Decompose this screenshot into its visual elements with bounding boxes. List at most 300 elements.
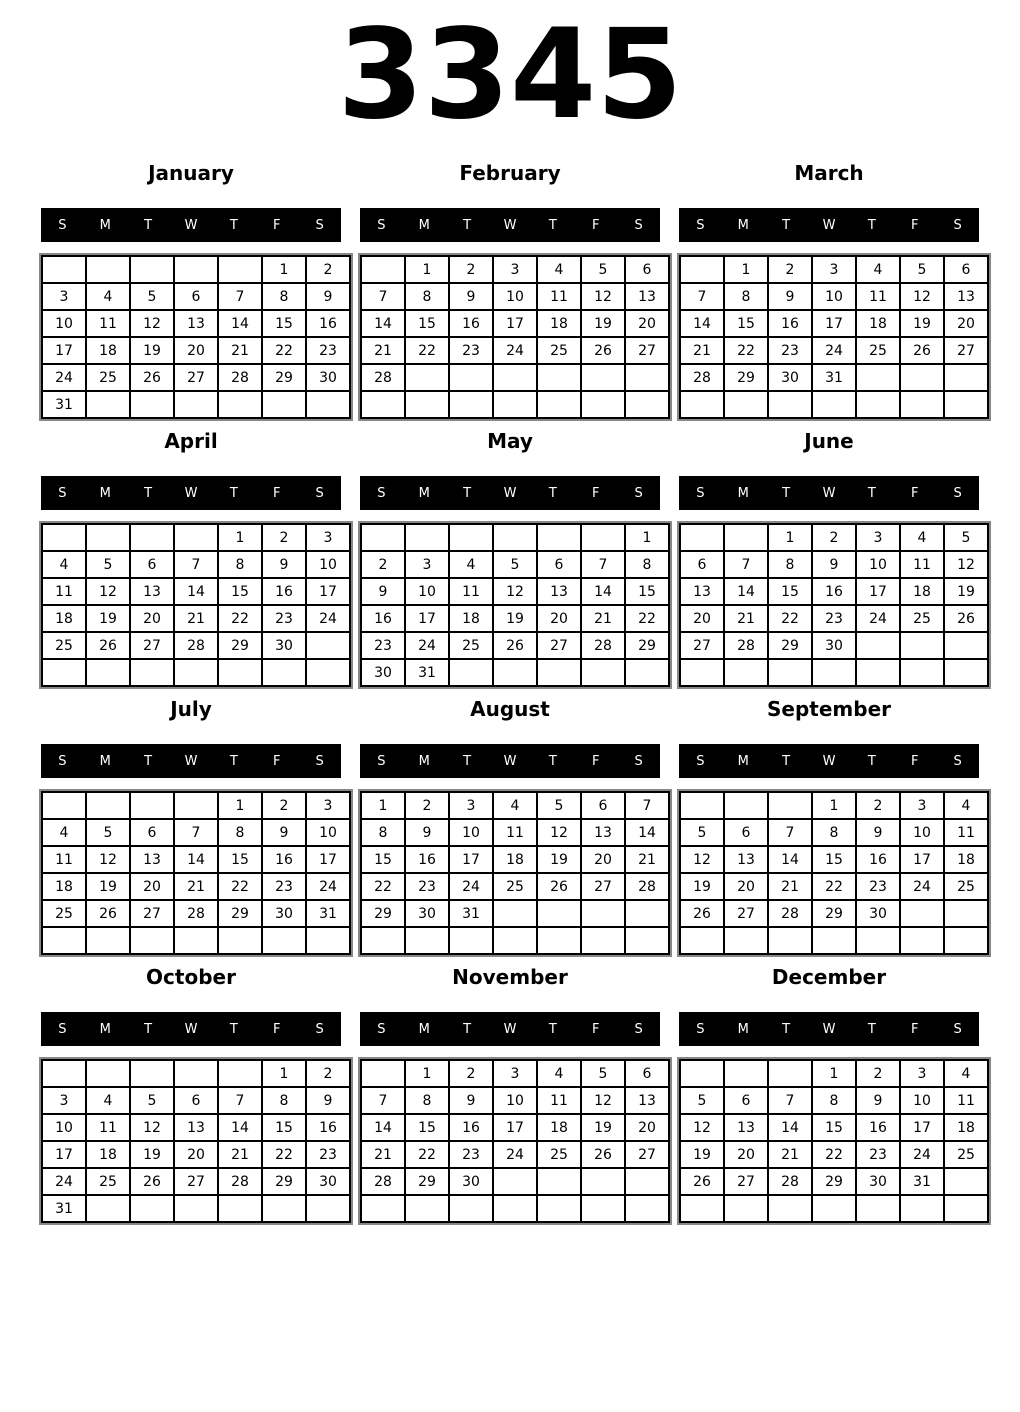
day-cell: 11	[944, 819, 988, 846]
week-row	[680, 900, 988, 927]
empty-day-cell	[856, 632, 900, 659]
day-cell: 26	[86, 900, 130, 927]
day-cell: 26	[130, 1168, 174, 1195]
week-row	[680, 364, 988, 391]
day-cell: 10	[306, 819, 350, 846]
day-cell: 27	[174, 364, 218, 391]
weekday-label: S	[377, 1021, 386, 1037]
day-cell: 19	[900, 310, 944, 337]
empty-day-cell	[42, 927, 86, 954]
empty-day-cell	[86, 524, 130, 551]
weekday-label: T	[144, 753, 153, 769]
week-row	[42, 792, 350, 819]
day-cell: 12	[900, 283, 944, 310]
weekday-label: W	[503, 217, 517, 233]
day-cell: 7	[174, 819, 218, 846]
month-may	[360, 428, 660, 687]
day-cell: 17	[306, 578, 350, 605]
empty-day-cell	[944, 900, 988, 927]
empty-day-cell	[493, 659, 537, 686]
empty-day-cell	[405, 391, 449, 418]
weekday-header-bar	[679, 476, 979, 510]
week-row	[680, 310, 988, 337]
day-cell: 15	[405, 1114, 449, 1141]
day-cell: 30	[306, 364, 350, 391]
empty-day-cell	[174, 792, 218, 819]
week-row	[42, 927, 350, 954]
weekday-label: T	[144, 1021, 153, 1037]
week-row	[680, 337, 988, 364]
day-cell: 8	[218, 819, 262, 846]
day-cell: 26	[86, 632, 130, 659]
day-cell: 22	[262, 337, 306, 364]
week-row	[361, 792, 669, 819]
day-cell: 31	[42, 391, 86, 418]
day-cell: 15	[724, 310, 768, 337]
empty-day-cell	[42, 256, 86, 283]
day-cell: 29	[724, 364, 768, 391]
day-cell: 26	[537, 873, 581, 900]
day-cell: 7	[218, 283, 262, 310]
day-cell: 18	[86, 1141, 130, 1168]
day-cell: 5	[680, 1087, 724, 1114]
empty-day-cell	[86, 1195, 130, 1222]
weekday-label: F	[910, 1021, 919, 1037]
weekday-label: S	[634, 753, 643, 769]
day-cell: 22	[812, 873, 856, 900]
weekday-label: M	[99, 753, 111, 769]
month-days-table	[360, 255, 670, 419]
week-row	[680, 578, 988, 605]
month-days-table	[679, 1059, 989, 1223]
weekday-label: T	[782, 217, 791, 233]
empty-day-cell	[361, 927, 405, 954]
day-cell: 2	[812, 524, 856, 551]
weekday-label: M	[737, 217, 749, 233]
empty-day-cell	[86, 1060, 130, 1087]
week-row	[42, 1195, 350, 1222]
weekday-label: S	[953, 1021, 962, 1037]
weekday-label: T	[144, 485, 153, 501]
day-cell: 13	[724, 846, 768, 873]
month-october	[41, 964, 341, 1223]
empty-day-cell	[856, 927, 900, 954]
empty-day-cell	[42, 1060, 86, 1087]
day-cell: 26	[581, 1141, 625, 1168]
day-cell: 23	[812, 605, 856, 632]
weekday-label: S	[696, 1021, 705, 1037]
day-cell: 31	[306, 900, 350, 927]
day-cell: 22	[768, 605, 812, 632]
day-cell: 7	[724, 551, 768, 578]
day-cell: 26	[130, 364, 174, 391]
empty-day-cell	[493, 391, 537, 418]
month-july	[41, 696, 341, 955]
empty-day-cell	[174, 1060, 218, 1087]
weekday-header-bar	[41, 1012, 341, 1046]
day-cell: 13	[174, 310, 218, 337]
weekday-label: S	[953, 485, 962, 501]
empty-day-cell	[625, 900, 669, 927]
empty-day-cell	[262, 659, 306, 686]
day-cell: 11	[856, 283, 900, 310]
day-cell: 7	[174, 551, 218, 578]
day-cell: 24	[405, 632, 449, 659]
day-cell: 22	[724, 337, 768, 364]
weekday-label: M	[418, 753, 430, 769]
week-row	[42, 900, 350, 927]
empty-day-cell	[86, 792, 130, 819]
day-cell: 9	[449, 283, 493, 310]
day-cell: 10	[449, 819, 493, 846]
empty-day-cell	[405, 524, 449, 551]
month-days-table	[41, 255, 351, 419]
week-row	[361, 873, 669, 900]
empty-day-cell	[856, 1195, 900, 1222]
day-cell: 1	[262, 1060, 306, 1087]
week-row	[680, 1141, 988, 1168]
day-cell: 30	[262, 632, 306, 659]
day-cell: 29	[262, 1168, 306, 1195]
empty-day-cell	[900, 900, 944, 927]
day-cell: 3	[900, 1060, 944, 1087]
day-cell: 1	[405, 256, 449, 283]
day-cell: 11	[537, 1087, 581, 1114]
week-row	[361, 927, 669, 954]
day-cell: 14	[174, 846, 218, 873]
day-cell: 4	[86, 1087, 130, 1114]
day-cell: 9	[768, 283, 812, 310]
empty-day-cell	[768, 1060, 812, 1087]
day-cell: 20	[174, 337, 218, 364]
weekday-label: S	[634, 485, 643, 501]
day-cell: 2	[262, 792, 306, 819]
day-cell: 23	[306, 1141, 350, 1168]
day-cell: 26	[944, 605, 988, 632]
day-cell: 16	[449, 1114, 493, 1141]
day-cell: 31	[812, 364, 856, 391]
month-name: October	[146, 965, 236, 989]
day-cell: 4	[537, 1060, 581, 1087]
day-cell: 3	[449, 792, 493, 819]
day-cell: 22	[625, 605, 669, 632]
empty-day-cell	[768, 391, 812, 418]
weekday-label: S	[315, 1021, 324, 1037]
empty-day-cell	[174, 391, 218, 418]
day-cell: 5	[130, 283, 174, 310]
day-cell: 25	[42, 900, 86, 927]
month-december	[679, 964, 979, 1223]
day-cell: 4	[944, 792, 988, 819]
week-row	[680, 659, 988, 686]
month-name: August	[470, 697, 550, 721]
day-cell: 21	[218, 337, 262, 364]
empty-day-cell	[680, 1060, 724, 1087]
day-cell: 27	[581, 873, 625, 900]
day-cell: 27	[537, 632, 581, 659]
weekday-label: S	[58, 485, 67, 501]
weekday-label: F	[910, 217, 919, 233]
empty-day-cell	[900, 927, 944, 954]
day-cell: 2	[405, 792, 449, 819]
month-name: February	[459, 161, 561, 185]
day-cell: 10	[42, 310, 86, 337]
empty-day-cell	[812, 391, 856, 418]
day-cell: 28	[768, 1168, 812, 1195]
week-row	[361, 283, 669, 310]
weekday-label: T	[782, 753, 791, 769]
day-cell: 4	[42, 819, 86, 846]
week-row	[680, 819, 988, 846]
day-cell: 13	[130, 578, 174, 605]
day-cell: 17	[42, 1141, 86, 1168]
empty-day-cell	[449, 927, 493, 954]
day-cell: 11	[449, 578, 493, 605]
empty-day-cell	[537, 391, 581, 418]
month-days-table	[679, 523, 989, 687]
month-days-table	[679, 255, 989, 419]
day-cell: 3	[306, 524, 350, 551]
month-june	[679, 428, 979, 687]
day-cell: 1	[625, 524, 669, 551]
weekday-header-bar	[679, 744, 979, 778]
day-cell: 23	[449, 1141, 493, 1168]
day-cell: 4	[944, 1060, 988, 1087]
month-days-table	[360, 1059, 670, 1223]
day-cell: 8	[812, 819, 856, 846]
day-cell: 17	[812, 310, 856, 337]
day-cell: 27	[724, 900, 768, 927]
day-cell: 23	[856, 1141, 900, 1168]
weekday-label: F	[591, 217, 600, 233]
day-cell: 29	[262, 364, 306, 391]
day-cell: 11	[944, 1087, 988, 1114]
day-cell: 21	[768, 873, 812, 900]
empty-day-cell	[724, 524, 768, 551]
empty-day-cell	[944, 659, 988, 686]
day-cell: 28	[174, 900, 218, 927]
weekday-label: T	[548, 485, 557, 501]
week-row	[42, 659, 350, 686]
day-cell: 13	[944, 283, 988, 310]
day-cell: 6	[625, 256, 669, 283]
day-cell: 28	[218, 364, 262, 391]
week-row	[680, 283, 988, 310]
day-cell: 18	[493, 846, 537, 873]
weekday-label: W	[822, 217, 836, 233]
day-cell: 1	[361, 792, 405, 819]
day-cell: 8	[768, 551, 812, 578]
empty-day-cell	[680, 792, 724, 819]
weekday-label: W	[503, 485, 517, 501]
day-cell: 9	[306, 283, 350, 310]
day-cell: 13	[625, 1087, 669, 1114]
day-cell: 20	[130, 605, 174, 632]
day-cell: 9	[361, 578, 405, 605]
day-cell: 15	[262, 1114, 306, 1141]
week-row	[680, 1114, 988, 1141]
empty-day-cell	[724, 792, 768, 819]
empty-day-cell	[900, 659, 944, 686]
day-cell: 1	[812, 1060, 856, 1087]
year-title: 3345	[337, 3, 683, 147]
empty-day-cell	[680, 524, 724, 551]
day-cell: 12	[86, 846, 130, 873]
day-cell: 15	[361, 846, 405, 873]
day-cell: 12	[86, 578, 130, 605]
day-cell: 4	[493, 792, 537, 819]
day-cell: 18	[944, 1114, 988, 1141]
month-january	[41, 160, 341, 419]
day-cell: 10	[900, 819, 944, 846]
empty-day-cell	[900, 1195, 944, 1222]
week-row	[361, 1141, 669, 1168]
weekday-label: S	[315, 217, 324, 233]
day-cell: 8	[262, 283, 306, 310]
day-cell: 8	[218, 551, 262, 578]
day-cell: 20	[944, 310, 988, 337]
empty-day-cell	[262, 1195, 306, 1222]
empty-day-cell	[306, 659, 350, 686]
weekday-header-bar	[360, 208, 660, 242]
weekday-label: S	[634, 1021, 643, 1037]
day-cell: 17	[405, 605, 449, 632]
week-row	[42, 1114, 350, 1141]
day-cell: 13	[174, 1114, 218, 1141]
day-cell: 1	[218, 524, 262, 551]
weekday-label: F	[910, 753, 919, 769]
day-cell: 12	[581, 1087, 625, 1114]
day-cell: 23	[449, 337, 493, 364]
weekday-label: S	[696, 753, 705, 769]
day-cell: 22	[218, 605, 262, 632]
day-cell: 21	[174, 605, 218, 632]
weekday-header-bar	[679, 208, 979, 242]
empty-day-cell	[449, 1195, 493, 1222]
weekday-label: S	[58, 217, 67, 233]
weekday-label: T	[463, 1021, 472, 1037]
empty-day-cell	[900, 391, 944, 418]
day-cell: 12	[130, 310, 174, 337]
weekday-label: T	[782, 1021, 791, 1037]
month-days-table	[360, 791, 670, 955]
weekday-label: W	[822, 1021, 836, 1037]
empty-day-cell	[537, 1195, 581, 1222]
day-cell: 22	[405, 1141, 449, 1168]
weekday-label: T	[463, 217, 472, 233]
day-cell: 13	[680, 578, 724, 605]
week-row	[680, 846, 988, 873]
week-row	[680, 1195, 988, 1222]
week-row	[361, 1168, 669, 1195]
day-cell: 7	[218, 1087, 262, 1114]
empty-day-cell	[537, 659, 581, 686]
empty-day-cell	[493, 524, 537, 551]
weekday-label: W	[184, 485, 198, 501]
day-cell: 15	[812, 1114, 856, 1141]
month-august	[360, 696, 660, 955]
empty-day-cell	[262, 391, 306, 418]
weekday-label: S	[315, 485, 324, 501]
empty-day-cell	[900, 632, 944, 659]
empty-day-cell	[944, 632, 988, 659]
day-cell: 30	[405, 900, 449, 927]
day-cell: 15	[625, 578, 669, 605]
week-row	[42, 283, 350, 310]
empty-day-cell	[856, 391, 900, 418]
empty-day-cell	[218, 1195, 262, 1222]
week-row	[42, 364, 350, 391]
empty-day-cell	[537, 364, 581, 391]
empty-day-cell	[581, 364, 625, 391]
weekday-label: T	[867, 753, 876, 769]
month-days-table	[41, 1059, 351, 1223]
day-cell: 7	[361, 1087, 405, 1114]
weekday-label: F	[272, 1021, 281, 1037]
day-cell: 17	[493, 310, 537, 337]
week-row	[42, 1060, 350, 1087]
week-row	[361, 659, 669, 686]
month-april	[41, 428, 341, 687]
day-cell: 20	[130, 873, 174, 900]
day-cell: 20	[680, 605, 724, 632]
weekday-header-bar	[360, 744, 660, 778]
week-row	[361, 1087, 669, 1114]
day-cell: 12	[581, 283, 625, 310]
day-cell: 2	[306, 256, 350, 283]
weekday-label: S	[377, 753, 386, 769]
week-row	[680, 524, 988, 551]
empty-day-cell	[581, 1168, 625, 1195]
empty-day-cell	[86, 391, 130, 418]
day-cell: 26	[900, 337, 944, 364]
day-cell: 14	[218, 1114, 262, 1141]
day-cell: 15	[218, 578, 262, 605]
day-cell: 9	[856, 819, 900, 846]
empty-day-cell	[361, 524, 405, 551]
day-cell: 6	[537, 551, 581, 578]
weekday-label: S	[953, 753, 962, 769]
empty-day-cell	[724, 659, 768, 686]
week-row	[42, 524, 350, 551]
weekday-label: F	[272, 753, 281, 769]
day-cell: 23	[262, 605, 306, 632]
day-cell: 29	[812, 1168, 856, 1195]
day-cell: 14	[768, 846, 812, 873]
day-cell: 18	[856, 310, 900, 337]
week-row	[680, 927, 988, 954]
week-row	[42, 1141, 350, 1168]
day-cell: 14	[625, 819, 669, 846]
day-cell: 10	[856, 551, 900, 578]
week-row	[42, 578, 350, 605]
weekday-label: T	[782, 485, 791, 501]
day-cell: 16	[405, 846, 449, 873]
day-cell: 22	[262, 1141, 306, 1168]
day-cell: 18	[86, 337, 130, 364]
week-row	[361, 846, 669, 873]
day-cell: 28	[625, 873, 669, 900]
week-row	[42, 1087, 350, 1114]
empty-day-cell	[493, 900, 537, 927]
week-row	[361, 256, 669, 283]
empty-day-cell	[768, 659, 812, 686]
day-cell: 17	[306, 846, 350, 873]
day-cell: 29	[405, 1168, 449, 1195]
day-cell: 16	[856, 1114, 900, 1141]
weekday-label: F	[272, 485, 281, 501]
day-cell: 27	[680, 632, 724, 659]
